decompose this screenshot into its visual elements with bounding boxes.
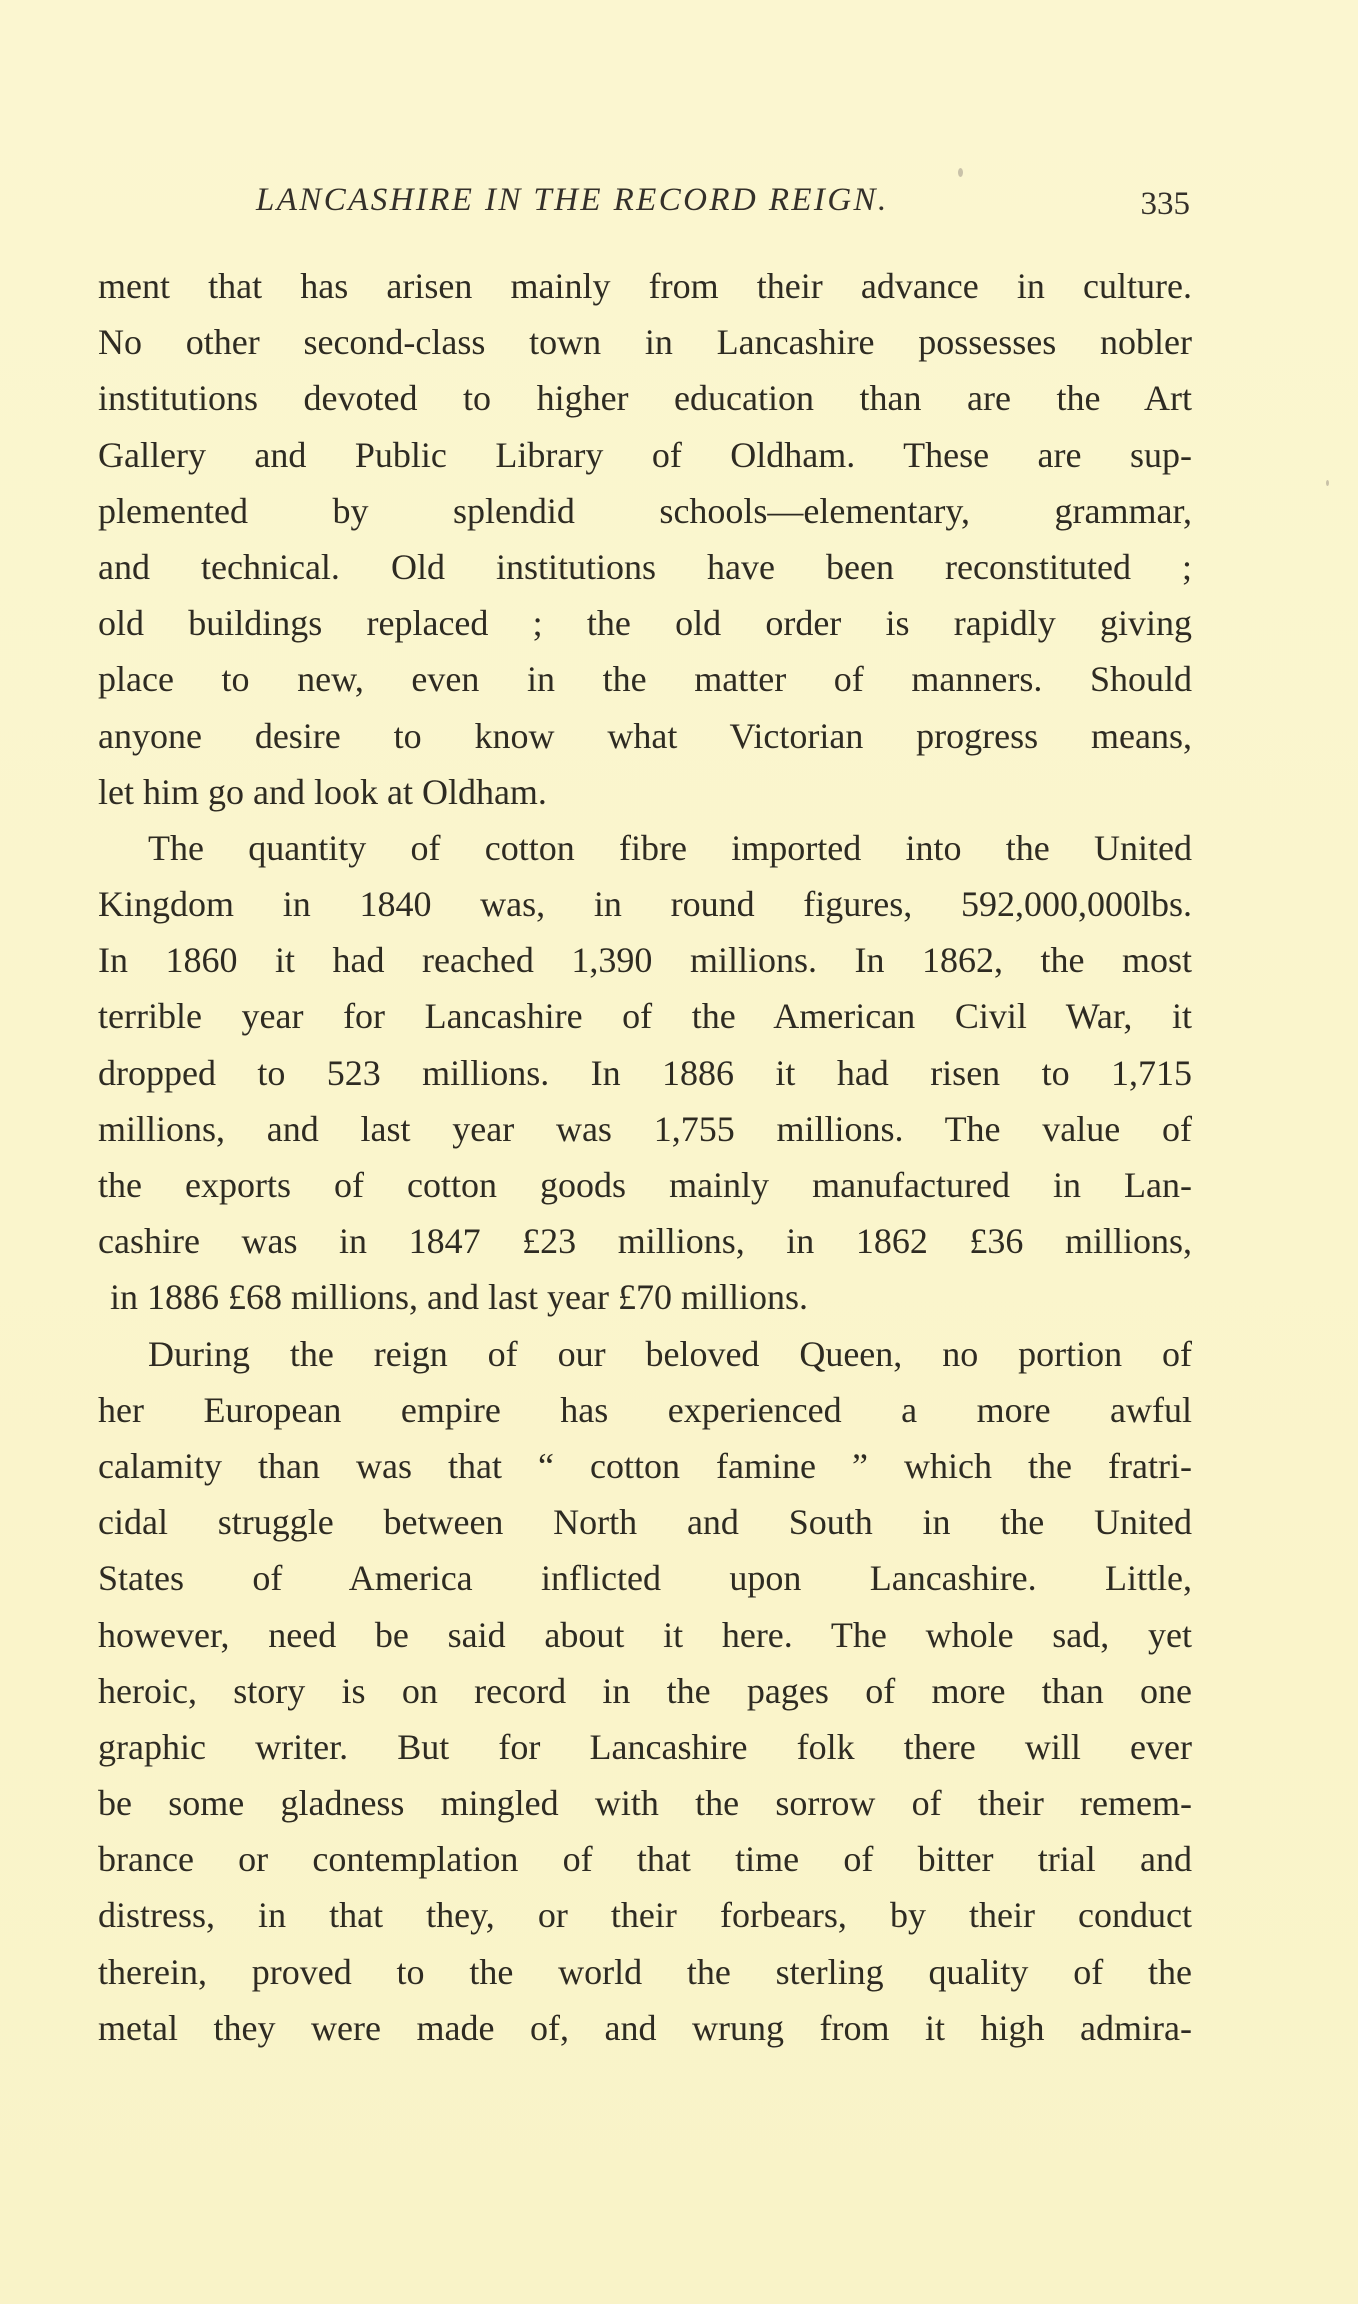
paper-speck: [1326, 480, 1329, 486]
text-line: calamity than was that “ cotton famine ” which the fratri-: [98, 1445, 1192, 1486]
text-line: the exports of cotton goods mainly manufactured in Lan-: [98, 1165, 1192, 1205]
text-line: Kingdom in 1840 was, in round figures, 592,000,000lbs.: [98, 884, 1192, 925]
page-number: 335: [1140, 186, 1190, 222]
text-line: cidal struggle between North and South in the United: [98, 1502, 1192, 1543]
text-line: place to new, even in the matter of manners. Should: [98, 659, 1192, 700]
text-line: brance or contemplation of that time of bitter trial and: [98, 1839, 1192, 1880]
text-line: Gallery and Public Library of Oldham. These are sup-: [98, 434, 1192, 475]
text-line: metal they were made of, and wrung from it high admira-: [98, 2007, 1192, 2048]
text-line: The quantity of cotton fibre imported into the United: [148, 827, 1192, 868]
text-line: graphic writer. But for Lancashire folk there will ever: [98, 1726, 1192, 1767]
text-line: heroic, story is on record in the pages of more than one: [98, 1670, 1192, 1711]
text-line: During the reign of our beloved Queen, no portion of: [148, 1333, 1192, 1374]
text-line: terrible year for Lancashire of the American Civil War, it: [98, 996, 1192, 1037]
paragraph-cotton-statistics: [98, 820, 1192, 1326]
text-line: millions, and last year was 1,755 millions. The value of: [98, 1108, 1192, 1149]
text-line: institutions devoted to higher education than are the Art: [98, 378, 1192, 419]
running-head: [256, 182, 1190, 232]
text-line: dropped to 523 millions. In 1886 it had risen to 1,715: [98, 1052, 1192, 1093]
text-line: however, need be said about it here. The whole sad, yet: [98, 1614, 1192, 1655]
text-line: old buildings replaced ; the old order is rapidly giving: [98, 603, 1192, 644]
text-line: in 1886 £68 millions, and last year £70 millions.: [110, 1277, 808, 1318]
text-line: ment that has arisen mainly from their advance in culture.: [98, 266, 1192, 306]
text-line: distress, in that they, or their forbears, by their conduct: [98, 1895, 1192, 1936]
body-text: [98, 258, 1192, 2056]
text-line: cashire was in 1847 £23 millions, in 1862 £36 millions,: [98, 1221, 1192, 1262]
text-line: be some gladness mingled with the sorrow of their remem-: [98, 1783, 1192, 1824]
text-line: No other second-class town in Lancashire possesses nobler: [98, 322, 1192, 363]
paragraph-cotton-famine: [98, 1326, 1192, 2056]
text-line: anyone desire to know what Victorian progress means,: [98, 715, 1192, 756]
text-line: States of America inflicted upon Lancashire. Little,: [98, 1558, 1192, 1599]
text-line: and technical. Old institutions have been reconstituted ;: [98, 546, 1192, 587]
paper-speck: [958, 168, 963, 177]
text-line: therein, proved to the world the sterling quality of the: [98, 1951, 1192, 1992]
text-line: let him go and look at Oldham.: [98, 771, 547, 812]
paragraph-oldham-culture: [98, 258, 1192, 820]
text-line: her European empire has experienced a more awful: [98, 1389, 1192, 1430]
text-line: plemented by splendid schools—elementary, grammar,: [98, 490, 1192, 531]
text-line: In 1860 it had reached 1,390 millions. In 1862, the most: [98, 940, 1192, 981]
running-title: LANCASHIRE IN THE RECORD REIGN.: [256, 182, 889, 218]
